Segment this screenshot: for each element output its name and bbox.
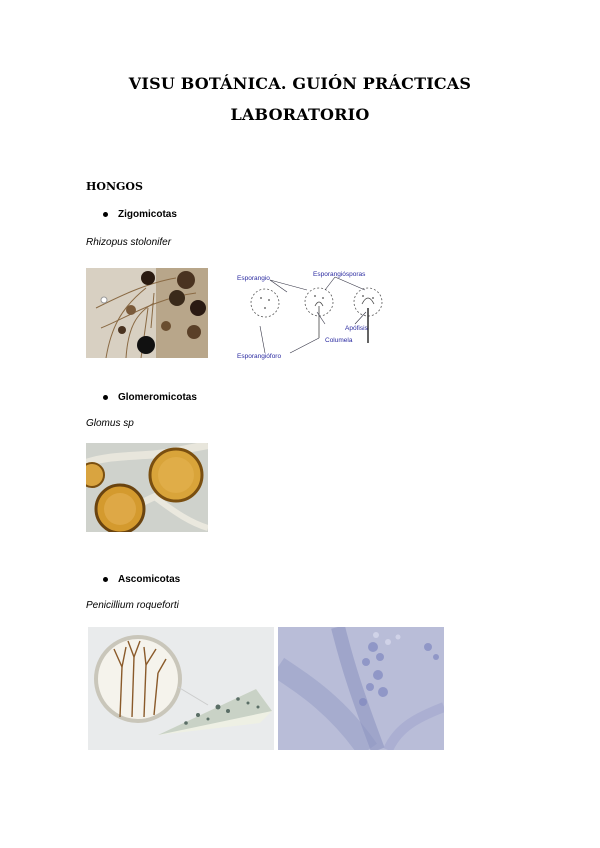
rhizopus-diagram bbox=[235, 268, 395, 360]
label-esporangiosporas: Esporangiósporas bbox=[313, 271, 366, 278]
species-rhizopus: Rhizopus stolonifer bbox=[86, 237, 172, 248]
species-penicillium: Penicillium roqueforti bbox=[86, 600, 179, 611]
page-title-line1: VISU BOTÁNICA. GUIÓN PRÁCTICAS bbox=[128, 74, 472, 93]
page-title-line2: LABORATORIO bbox=[230, 105, 370, 124]
group-glomeromicotas bbox=[103, 392, 197, 403]
group-label: Ascomicotas bbox=[118, 574, 181, 585]
group-label: Zigomicotas bbox=[118, 209, 177, 220]
rhizopus-photo bbox=[86, 268, 208, 358]
label-esporangioforo: Esporangióforo bbox=[237, 353, 282, 360]
label-columela: Columela bbox=[325, 337, 353, 344]
glomus-photo bbox=[86, 443, 208, 532]
label-apofisis: Apófisis bbox=[345, 325, 368, 332]
section-heading: HONGOS bbox=[86, 180, 143, 193]
bullet-icon bbox=[103, 395, 108, 400]
species-glomus: Glomus sp bbox=[86, 418, 134, 429]
bullet-icon bbox=[103, 577, 108, 582]
group-zigomicotas bbox=[103, 209, 177, 220]
group-ascomicotas bbox=[103, 574, 180, 585]
bullet-icon bbox=[103, 212, 108, 217]
penicillium-cheese-photo bbox=[88, 627, 274, 750]
penicillium-microscope-photo bbox=[278, 627, 444, 750]
group-label: Glomeromicotas bbox=[118, 392, 197, 403]
label-esporangio: Esporangio bbox=[237, 275, 270, 282]
